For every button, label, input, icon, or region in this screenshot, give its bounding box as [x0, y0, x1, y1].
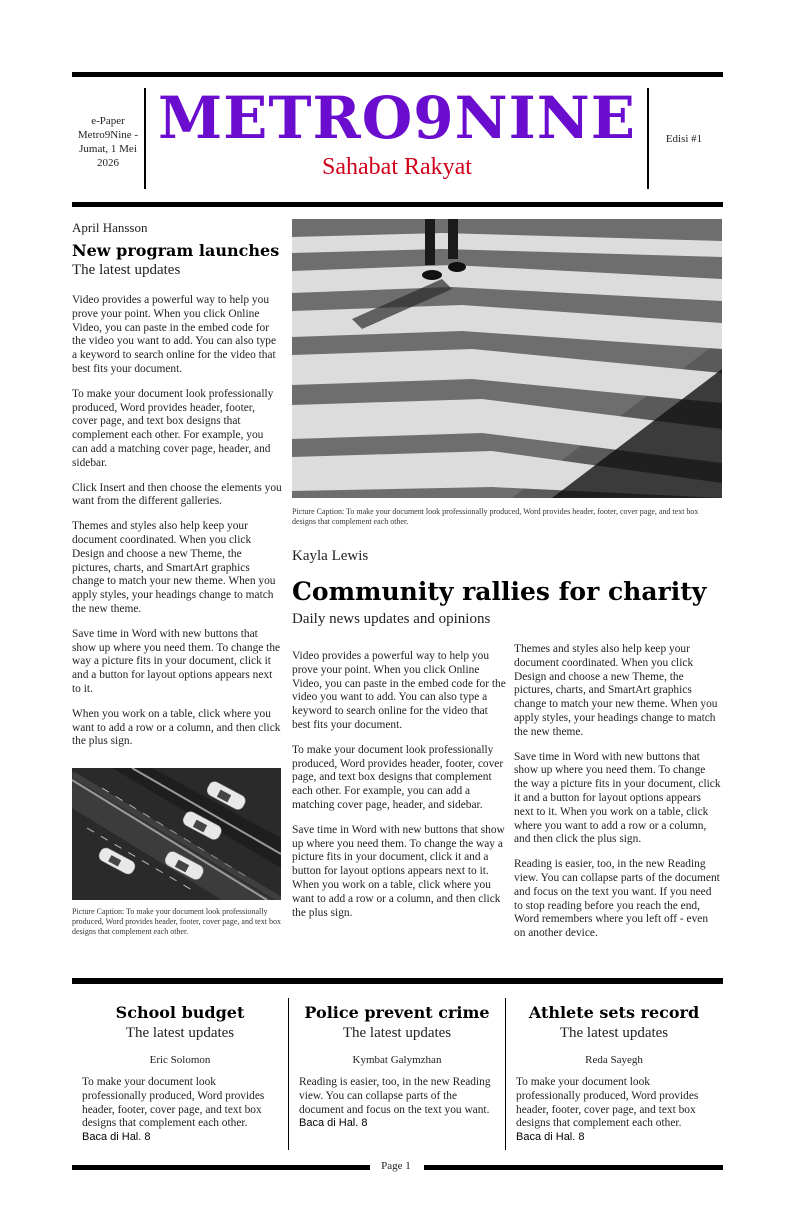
article-left-headline: New program launches [72, 241, 280, 260]
highway-photo [72, 768, 281, 900]
article-main-subheadline: Daily news updates and opinions [292, 611, 491, 627]
bottom-story-1 [82, 1003, 278, 1143]
footer-rule-right [424, 1165, 723, 1170]
paragraph: To make your document look professionally produced, Word provides header, footer, cover page, and text box designs that complement each other. For example, you can add a matching cover page, header, and sidebar. [292, 743, 504, 811]
read-more-link[interactable]: Baca di Hal. 8 [82, 1131, 151, 1144]
bottom-story-author: Kymbat Galymzhan [352, 1054, 442, 1066]
paragraph: Video provides a powerful way to help you prove your point. When you click Online Video, you can paste in the embed code for the video you want to add. You can also type a keyword to search online for the video that best fits your document. [292, 650, 506, 731]
crosswalk-photo-graphic [292, 219, 722, 498]
bottom-story-text: To make your document look professionally produced, Word provides header, footer, cover page, and text box designs that complement each other. [516, 1076, 699, 1130]
paragraph: To make your document look professionally produced, Word provides header, footer, cover page, and text box designs that complement each other. For example, you can add a matching cover page, header, and sidebar. [72, 387, 274, 469]
read-more-link[interactable]: Baca di Hal. 8 [299, 1117, 368, 1130]
article-left-subheadline: The latest updates [72, 262, 181, 278]
highway-photo-graphic [72, 768, 281, 900]
edition-label: Edisi #1 [665, 133, 703, 145]
bottom-story-headline: Police prevent crime [304, 1003, 490, 1022]
paragraph: Click Insert and then choose the elements you want from the different galleries. [72, 481, 282, 508]
bottom-story-headline: School budget [115, 1003, 245, 1022]
footer-rule-left [72, 1165, 370, 1170]
masthead-label: e-Paper [91, 115, 125, 127]
bottom-divider-1 [288, 998, 289, 1150]
crosswalk-photo-caption: Picture Caption: To make your document look professionally produced, Word provides header, footer, cover page, and text box designs that complement each other. [292, 507, 699, 526]
bottom-section-rule [72, 978, 723, 984]
article-main-col1 [292, 650, 506, 931]
article-main-author: Kayla Lewis [292, 548, 369, 564]
bottom-story-author: Reda Sayegh [585, 1054, 643, 1066]
paragraph: Save time in Word with new buttons that show up where you need them. To change the way a picture fits in your document, click it and a button for layout options appears next to it. When you work on a table, click where you want to add a row or a column, and then click the plus sign. [514, 750, 721, 846]
masthead-bottom-rule [72, 202, 723, 207]
masthead-year: 2026 [97, 157, 119, 169]
top-rule [72, 72, 723, 77]
paragraph: Themes and styles also help keep your document coordinated. When you click Design and choose a new Theme, the pictures, charts, and SmartArt graphics change to match your new theme. When you apply styles, your headings change to match the new theme. [72, 520, 276, 615]
bottom-divider-2 [505, 998, 506, 1150]
bottom-story-subheadline: The latest updates [559, 1025, 669, 1041]
highway-photo-caption: Picture Caption: To make your document look professionally produced, Word provides header, footer, cover page, and text box designs that complement each other. [72, 907, 281, 936]
paragraph: Save time in Word with new buttons that show up where you need them. To change the way a picture fits in your document, click it and a button for layout options appears next to it. [72, 627, 281, 695]
paragraph: Reading is easier, too, in the new Reading view. You can collapse parts of the document and focus on the text you want. If you need to stop reading before you reach the end, Word remembers where you left off - even on another device. [514, 858, 720, 940]
masthead-tagline: Sahabat Rakyat [322, 154, 472, 180]
paragraph: Themes and styles also help keep your document coordinated. When you click Design and choose a new Theme, the pictures, charts, and SmartArt graphics change to match your new theme. When you apply styles, your headings change to match the new theme. [514, 643, 718, 738]
masthead-day: Jumat, 1 Mei [79, 143, 137, 155]
bottom-story-2 [299, 1003, 495, 1129]
paragraph: Save time in Word with new buttons that show up where you need them. To change the way a picture fits in your document, click it and a button for layout options appears next to it. When you work on a table, click where you want to add a row or a column, and then click the plus sign. [292, 823, 505, 919]
masthead-title: METRO9NINE [157, 84, 637, 152]
paragraph: When you work on a table, click where you want to add a row or a column, and then click the plus sign. [72, 707, 281, 748]
paragraph: Video provides a powerful way to help you prove your point. When you click Online Video, you can paste in the embed code for the video you want to add. You can also type a keyword to search online for the video that best fits your document. [72, 294, 277, 375]
page-number: Page 1 [381, 1160, 411, 1172]
bottom-story-author: Eric Solomon [149, 1054, 211, 1066]
bottom-story-subheadline: The latest updates [125, 1025, 235, 1041]
bottom-story-text: To make your document look professionally produced, Word provides header, footer, cover page, and text box designs that complement each other. [82, 1076, 265, 1130]
article-left-author: April Hansson [72, 220, 148, 235]
bottom-story-3 [516, 1003, 712, 1143]
masthead-right-divider [647, 88, 649, 189]
article-left [72, 220, 282, 760]
article-main-headline: Community rallies for charity [292, 577, 707, 606]
bottom-story-headline: Athlete sets record [528, 1003, 700, 1022]
masthead-paper-name: Metro9Nine - [77, 129, 139, 141]
masthead-date [70, 114, 146, 170]
bottom-story-text: Reading is easier, too, in the new Reading view. You can collapse parts of the document and focus on the text you want. [299, 1076, 491, 1116]
bottom-story-subheadline: The latest updates [342, 1025, 452, 1041]
article-main-col2 [514, 643, 722, 952]
read-more-link[interactable]: Baca di Hal. 8 [516, 1131, 585, 1144]
article-left-body [72, 294, 282, 749]
crosswalk-photo [292, 219, 722, 498]
